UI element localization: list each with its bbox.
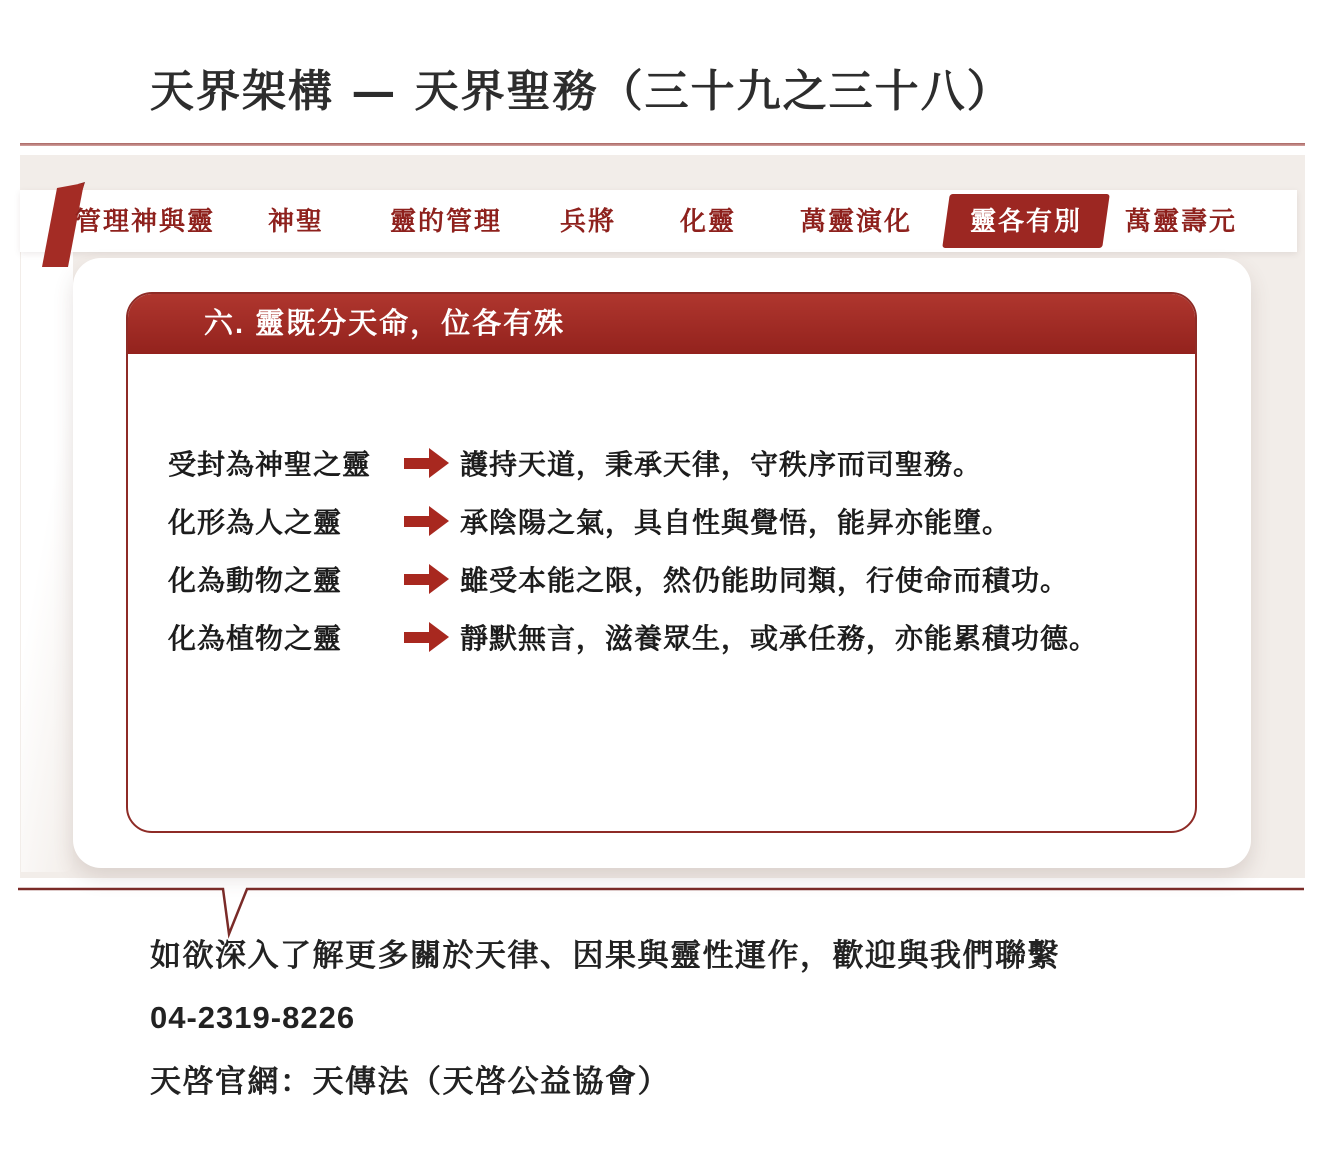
right-arrow-icon	[402, 564, 450, 594]
row-label: 化為植物之靈	[168, 623, 343, 654]
nav-tab-spirit-evolution[interactable]: 萬靈演化	[800, 206, 913, 236]
content-card	[73, 258, 1251, 868]
mapping-rows	[128, 354, 1195, 654]
card-header-text: 六. 靈既分天命，位各有殊	[204, 308, 566, 340]
mapping-row	[168, 446, 1169, 480]
nav-tab-spirit-management[interactable]: 靈的管理	[390, 206, 503, 236]
bordered-panel	[126, 292, 1197, 833]
nav-tab-spirits-differ-active[interactable]: 靈各有別	[946, 194, 1106, 248]
nav-tab-divinity[interactable]: 神聖	[268, 206, 325, 236]
page-title: 天界架構 — 天界聖務（三十九之三十八）	[150, 66, 1013, 117]
footer	[150, 938, 1060, 1100]
mapping-row	[168, 504, 1169, 538]
left-edge-decoration	[21, 248, 73, 872]
section-tab-bar	[20, 190, 1297, 252]
row-description: 靜默無言，滋養眾生，或承任務，亦能累積功德。	[460, 623, 1099, 654]
nav-tab-spirit-lifespan[interactable]: 萬靈壽元	[1125, 206, 1238, 236]
row-description: 護持天道，秉承天律，守秩序而司聖務。	[460, 449, 983, 480]
footer-contact-text: 如欲深入了解更多關於天律、因果與靈性運作，歡迎與我們聯繫	[150, 938, 1060, 973]
mapping-row	[168, 562, 1169, 596]
right-arrow-icon	[402, 506, 450, 536]
nav-tab-transform-spirit[interactable]: 化靈	[680, 206, 737, 236]
nav-tab-soldiers-generals[interactable]: 兵將	[560, 206, 617, 236]
mapping-row	[168, 620, 1169, 654]
right-arrow-icon	[402, 448, 450, 478]
row-label: 化形為人之靈	[168, 507, 343, 538]
nav-tab-manage-gods-spirits[interactable]: 管理神與靈	[75, 206, 216, 236]
speech-tail-divider	[0, 884, 1323, 940]
row-label: 化為動物之靈	[168, 565, 343, 596]
row-description: 雖受本能之限，然仍能助同類，行使命而積功。	[460, 565, 1070, 596]
title-divider	[20, 143, 1305, 146]
footer-website: 天啓官網：天傳法（天啓公益協會）	[150, 1064, 670, 1099]
row-description: 承陰陽之氣，具自性與覺悟，能昇亦能墮。	[460, 507, 1012, 538]
footer-phone: 04-2319-8226	[150, 1000, 356, 1035]
row-label: 受封為神聖之靈	[168, 449, 372, 480]
right-arrow-icon	[402, 622, 450, 652]
card-header	[128, 294, 1195, 354]
